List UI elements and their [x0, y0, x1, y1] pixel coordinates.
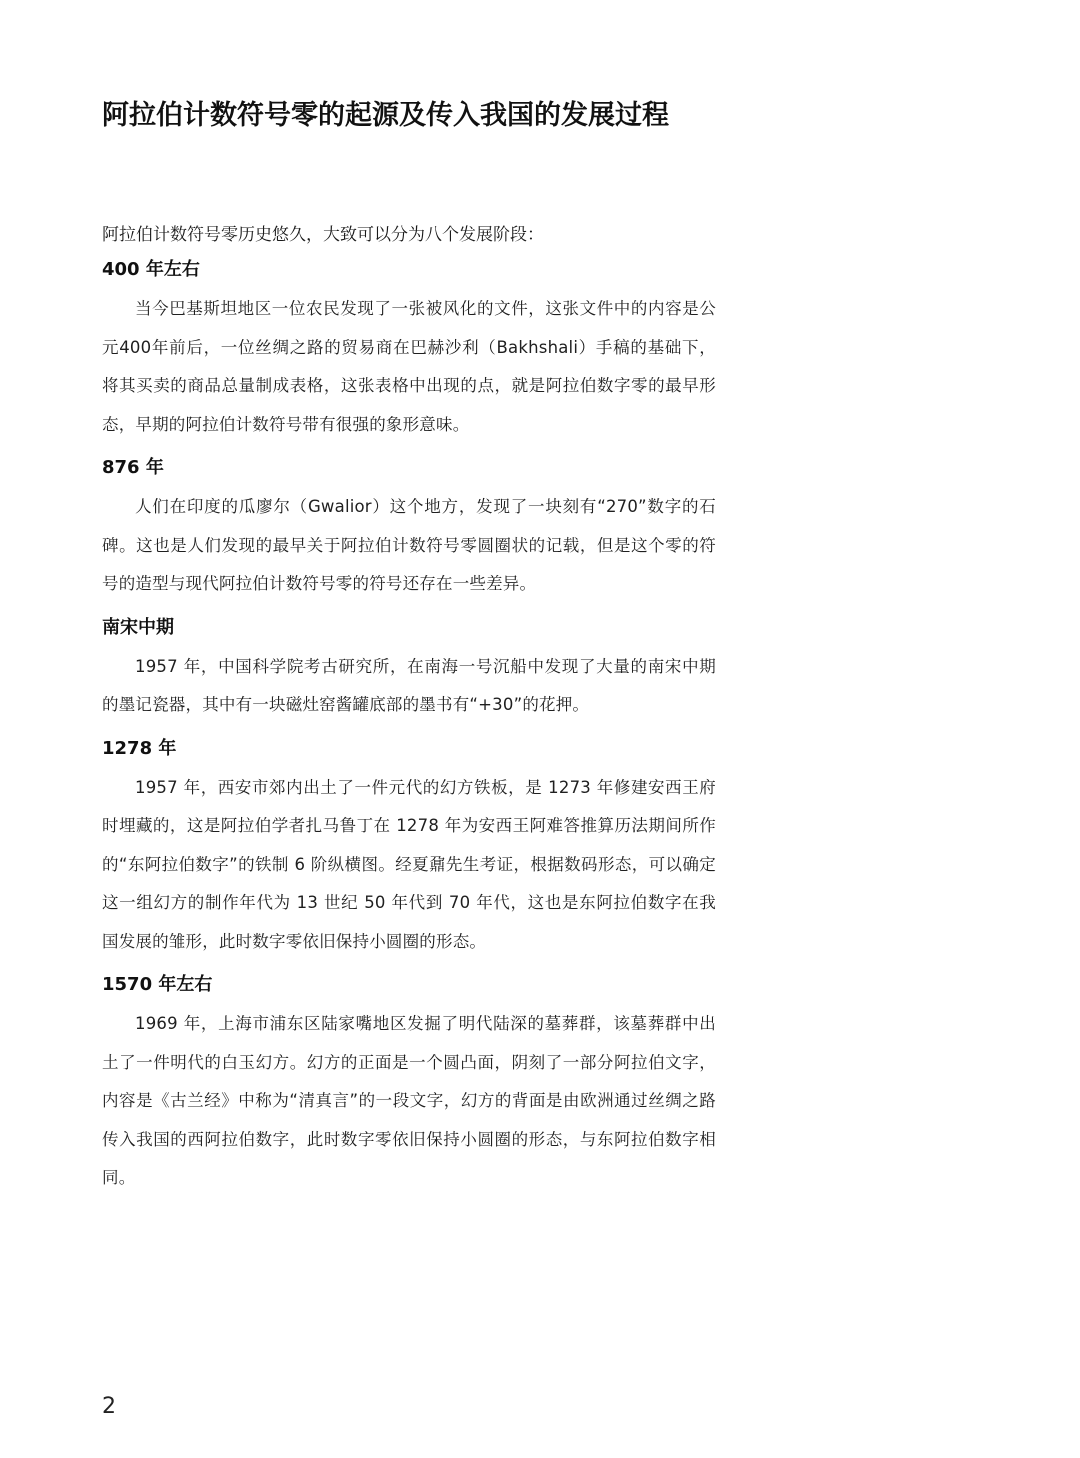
section-heading: 876 年 — [102, 457, 164, 478]
section-1278 — [102, 733, 716, 962]
article-body — [102, 220, 716, 1206]
section-heading: 南宋中期 — [102, 616, 174, 638]
page-number: 2 — [102, 1394, 116, 1419]
section-heading: 1570 年左右 — [102, 974, 213, 995]
section-876 — [102, 452, 716, 604]
section-southern-song — [102, 612, 716, 725]
intro-paragraph: 阿拉伯计数符号零历史悠久，大致可以分为八个发展阶段： — [102, 225, 544, 245]
section-paragraph: 1957 年，西安市郊内出土了一件元代的幻方铁板，是 1273 年修建安西王府时埋藏的，这是阿拉伯学者扎马鲁丁在 1278 年为安西王阿难答推算历法期间所作的“东阿拉伯数字”的铁制 6 阶纵横图。经夏鼐先生考证，根据数码形态，可以确定这一组幻方的制作年代为 13 世纪 50 年代到 70 年代，这也是东阿拉伯数字在我国发展的雏形，此时数字零依旧保持小圆圈的形态。 — [102, 777, 716, 951]
section-paragraph: 当今巴基斯坦地区一位农民发现了一张被风化的文件，这张文件中的内容是公元400年前后，一位丝绸之路的贸易商在巴赫沙利（Bakhshali）手稿的基础下，将其买卖的商品总量制成表格，这张表格中出现的点，就是阿拉伯数字零的最早形态，早期的阿拉伯计数符号带有很强的象形意味。 — [102, 299, 716, 434]
section-heading: 400 年左右 — [102, 259, 200, 280]
section-1570 — [102, 969, 716, 1198]
section-paragraph: 1969 年，上海市浦东区陆家嘴地区发掘了明代陆深的墓葬群，该墓葬群中出土了一件明代的白玉幻方。幻方的正面是一个圆凸面，阴刻了一部分阿拉伯文字，内容是《古兰经》中称为“清真言”的一段文字，幻方的背面是由欧洲通过丝绸之路传入我国的西阿拉伯数字，此时数字零依旧保持小圆圈的形态，与东阿拉伯数字相同。 — [102, 1014, 716, 1187]
section-paragraph: 1957 年，中国科学院考古研究所，在南海一号沉船中发现了大量的南宋中期的墨记瓷器，其中有一块磁灶窑酱罐底部的墨书有“+30”的花押。 — [102, 656, 716, 714]
section-heading: 1278 年 — [102, 737, 177, 759]
page-title: 阿拉伯计数符号零的起源及传入我国的发展过程 — [102, 100, 669, 131]
section-paragraph: 人们在印度的瓜廖尔（Gwalior）这个地方，发现了一块刻有“270”数字的石碑。这也是人们发现的最早关于阿拉伯计数符号零圆圈状的记载，但是这个零的符号的造型与现代阿拉伯计数符号零的符号还存在一些差异。 — [102, 497, 716, 593]
section-400 — [102, 254, 716, 444]
